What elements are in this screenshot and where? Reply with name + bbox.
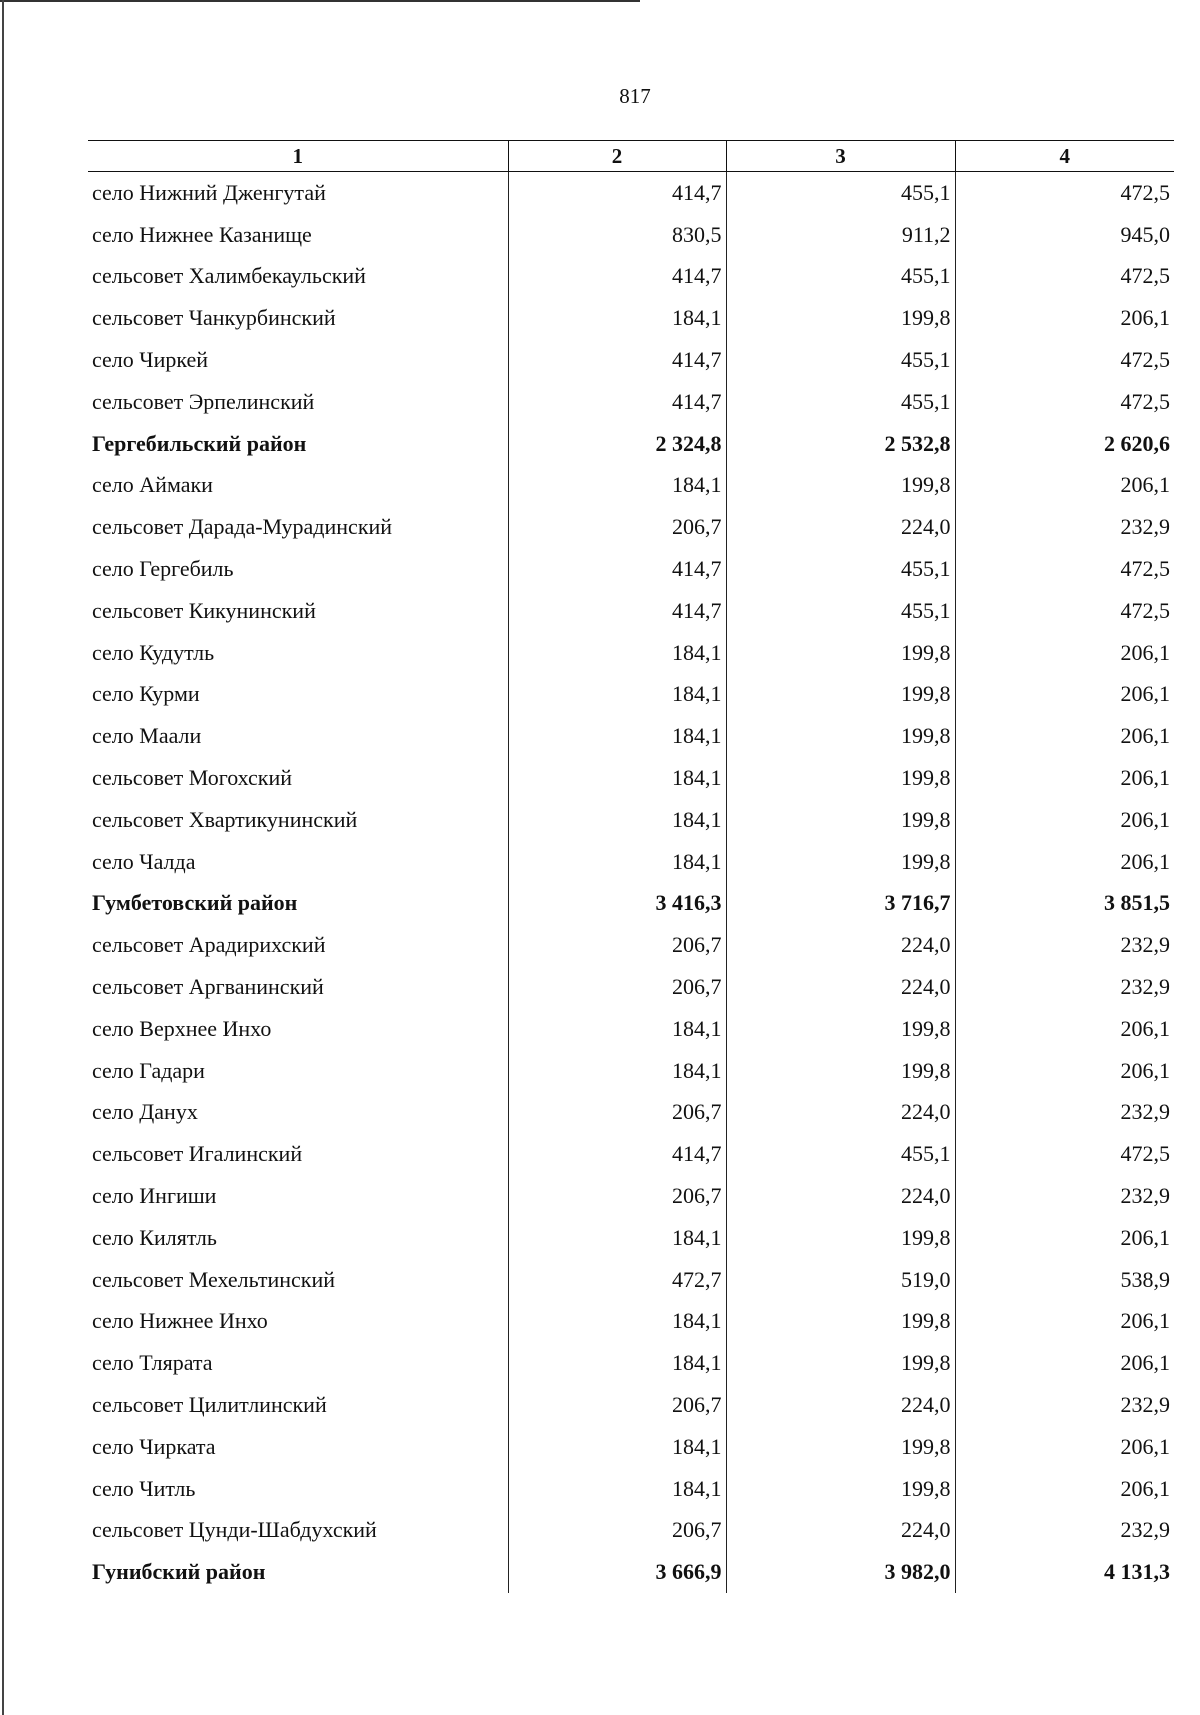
value-cell-col4: 206,1 xyxy=(1120,1433,1170,1459)
value-cell-col3: 199,8 xyxy=(726,841,955,883)
value-cell-col2: 206,7 xyxy=(508,966,726,1008)
value-cell-col4: 945,0 xyxy=(1120,221,1170,247)
value-cell-col4: 206,1 xyxy=(1120,1308,1170,1334)
row-name-cell: сельсовет Арадирихский xyxy=(88,924,508,966)
row-name-cell: село Аймаки xyxy=(88,465,508,507)
row-name-cell: сельсовет Кикунинский xyxy=(88,590,508,632)
value-cell-col4: 206,1 xyxy=(1120,848,1170,874)
value-cell-col4: 2 620,6 xyxy=(1104,430,1170,456)
table-row xyxy=(88,214,1174,256)
value-cell-col2: 414,7 xyxy=(508,381,726,423)
value-cell-col4: 472,5 xyxy=(1120,179,1170,205)
value-cell-col3: 199,8 xyxy=(726,297,955,339)
value-cell-col3: 199,8 xyxy=(726,715,955,757)
row-name-cell: село Курми xyxy=(88,674,508,716)
value-cell-col4: 472,5 xyxy=(1120,556,1170,582)
value-cell-col4: 232,9 xyxy=(1120,1517,1170,1543)
value-cell-col2: 184,1 xyxy=(508,632,726,674)
scan-edge-left xyxy=(2,0,4,1715)
value-cell-col3: 224,0 xyxy=(726,1384,955,1426)
value-cell-col2: 3 666,9 xyxy=(508,1551,726,1593)
table-row xyxy=(88,339,1174,381)
table-row xyxy=(88,1301,1174,1343)
row-name-cell: село Килятль xyxy=(88,1217,508,1259)
row-name-cell: сельсовет Мехельтинский xyxy=(88,1259,508,1301)
table-row xyxy=(88,297,1174,339)
row-name-cell: село Нижний Дженгутай xyxy=(88,172,508,214)
column-header-4: 4 xyxy=(955,141,1174,172)
value-cell-col3: 199,8 xyxy=(726,1301,955,1343)
value-cell-col3: 199,8 xyxy=(726,1468,955,1510)
row-name-cell: Гумбетовский район xyxy=(88,883,508,925)
value-cell-col4: 3 851,5 xyxy=(1104,890,1170,916)
value-cell-col4: 206,1 xyxy=(1120,723,1170,749)
value-cell-col4: 232,9 xyxy=(1120,1183,1170,1209)
table-row xyxy=(88,506,1174,548)
value-cell-col3: 199,8 xyxy=(726,757,955,799)
value-cell-col3: 455,1 xyxy=(726,590,955,632)
value-cell-col3: 455,1 xyxy=(726,548,955,590)
district-total-row xyxy=(88,1551,1174,1593)
column-header-2: 2 xyxy=(508,141,726,172)
value-cell-col2: 184,1 xyxy=(508,674,726,716)
table-row xyxy=(88,632,1174,674)
value-cell-col2: 414,7 xyxy=(508,1133,726,1175)
value-cell-col2: 414,7 xyxy=(508,339,726,381)
table-row xyxy=(88,1050,1174,1092)
value-cell-col3: 224,0 xyxy=(726,924,955,966)
value-cell-col2: 184,1 xyxy=(508,841,726,883)
value-cell-col4: 206,1 xyxy=(1120,639,1170,665)
row-name-cell: Гергебильский район xyxy=(88,423,508,465)
value-cell-col2: 414,7 xyxy=(508,172,726,214)
table-row xyxy=(88,799,1174,841)
value-cell-col2: 206,7 xyxy=(508,1510,726,1552)
value-cell-col3: 199,8 xyxy=(726,1342,955,1384)
row-name-cell: сельсовет Аргванинский xyxy=(88,966,508,1008)
row-name-cell: село Читль xyxy=(88,1468,508,1510)
value-cell-col4: 206,1 xyxy=(1120,1057,1170,1083)
page-number: 817 xyxy=(619,84,651,108)
value-cell-col3: 3 982,0 xyxy=(726,1551,955,1593)
column-header-3: 3 xyxy=(726,141,955,172)
value-cell-col4: 206,1 xyxy=(1120,1350,1170,1376)
row-name-cell: село Чирката xyxy=(88,1426,508,1468)
table-row xyxy=(88,1133,1174,1175)
table-row xyxy=(88,1008,1174,1050)
row-name-cell: село Гадари xyxy=(88,1050,508,1092)
value-cell-col3: 519,0 xyxy=(726,1259,955,1301)
value-cell-col4: 206,1 xyxy=(1120,1224,1170,1250)
table-row xyxy=(88,1426,1174,1468)
value-cell-col4: 472,5 xyxy=(1120,263,1170,289)
header-row xyxy=(88,141,1174,172)
row-name-cell: сельсовет Эрпелинский xyxy=(88,381,508,423)
table-row xyxy=(88,715,1174,757)
value-cell-col4: 232,9 xyxy=(1120,974,1170,1000)
value-cell-col4: 206,1 xyxy=(1120,305,1170,331)
value-cell-col2: 184,1 xyxy=(508,1050,726,1092)
value-cell-col2: 206,7 xyxy=(508,1175,726,1217)
value-cell-col4: 232,9 xyxy=(1120,514,1170,540)
value-cell-col2: 2 324,8 xyxy=(508,423,726,465)
value-cell-col3: 455,1 xyxy=(726,381,955,423)
row-name-cell: сельсовет Дарада-Мурадинский xyxy=(88,506,508,548)
value-cell-col2: 414,7 xyxy=(508,256,726,298)
value-cell-col2: 184,1 xyxy=(508,715,726,757)
value-cell-col3: 455,1 xyxy=(726,172,955,214)
value-cell-col3: 199,8 xyxy=(726,1217,955,1259)
data-table xyxy=(88,140,1174,1593)
row-name-cell: сельсовет Могохский xyxy=(88,757,508,799)
value-cell-col4: 538,9 xyxy=(1120,1266,1170,1292)
value-cell-col2: 184,1 xyxy=(508,297,726,339)
row-name-cell: сельсовет Цилитлинский xyxy=(88,1384,508,1426)
table-row xyxy=(88,1510,1174,1552)
value-cell-col2: 414,7 xyxy=(508,548,726,590)
value-cell-col3: 3 716,7 xyxy=(726,883,955,925)
column-header-1: 1 xyxy=(88,141,508,172)
value-cell-col4: 4 131,3 xyxy=(1104,1559,1170,1585)
value-cell-col3: 199,8 xyxy=(726,632,955,674)
table-row xyxy=(88,757,1174,799)
value-cell-col2: 830,5 xyxy=(508,214,726,256)
value-cell-col3: 455,1 xyxy=(726,1133,955,1175)
value-cell-col3: 199,8 xyxy=(726,674,955,716)
value-cell-col4: 206,1 xyxy=(1120,806,1170,832)
value-cell-col4: 472,5 xyxy=(1120,347,1170,373)
value-cell-col3: 224,0 xyxy=(726,506,955,548)
table-row xyxy=(88,841,1174,883)
value-cell-col2: 184,1 xyxy=(508,1301,726,1343)
table-row xyxy=(88,1217,1174,1259)
value-cell-col2: 184,1 xyxy=(508,1217,726,1259)
value-cell-col2: 206,7 xyxy=(508,924,726,966)
value-cell-col3: 199,8 xyxy=(726,1008,955,1050)
value-cell-col2: 184,1 xyxy=(508,1426,726,1468)
row-name-cell: село Маали xyxy=(88,715,508,757)
value-cell-col2: 184,1 xyxy=(508,799,726,841)
value-cell-col3: 455,1 xyxy=(726,256,955,298)
value-cell-col4: 232,9 xyxy=(1120,1392,1170,1417)
district-total-row xyxy=(88,883,1174,925)
value-cell-col3: 199,8 xyxy=(726,1050,955,1092)
row-name-cell: село Чиркей xyxy=(88,339,508,381)
row-name-cell: село Кудутль xyxy=(88,632,508,674)
value-cell-col2: 414,7 xyxy=(508,590,726,632)
table-row xyxy=(88,381,1174,423)
table-body xyxy=(88,172,1174,1594)
row-name-cell: сельсовет Халимбекаульский xyxy=(88,256,508,298)
row-name-cell: Гунибский район xyxy=(88,1551,508,1593)
table-row xyxy=(88,1092,1174,1134)
row-name-cell: село Верхнее Инхо xyxy=(88,1008,508,1050)
value-cell-col4: 472,5 xyxy=(1120,597,1170,623)
value-cell-col2: 184,1 xyxy=(508,1342,726,1384)
scan-edge-top xyxy=(0,0,640,2)
table-row xyxy=(88,548,1174,590)
row-name-cell: село Тлярата xyxy=(88,1342,508,1384)
value-cell-col2: 472,7 xyxy=(508,1259,726,1301)
value-cell-col2: 184,1 xyxy=(508,1468,726,1510)
value-cell-col4: 232,9 xyxy=(1120,1099,1170,1125)
value-cell-col4: 206,1 xyxy=(1120,765,1170,791)
table-row xyxy=(88,172,1174,214)
table-row xyxy=(88,1342,1174,1384)
value-cell-col2: 206,7 xyxy=(508,1384,726,1426)
value-cell-col2: 184,1 xyxy=(508,465,726,507)
value-cell-col3: 199,8 xyxy=(726,465,955,507)
value-cell-col4: 206,1 xyxy=(1120,681,1170,707)
table-row xyxy=(88,1468,1174,1510)
value-cell-col4: 206,1 xyxy=(1120,472,1170,498)
value-cell-col3: 199,8 xyxy=(726,799,955,841)
value-cell-col4: 206,1 xyxy=(1120,1475,1170,1501)
row-name-cell: сельсовет Цунди-Шабдухский xyxy=(88,1510,508,1552)
table-row xyxy=(88,674,1174,716)
value-cell-col3: 224,0 xyxy=(726,1175,955,1217)
row-name-cell: село Ингиши xyxy=(88,1175,508,1217)
table-row xyxy=(88,924,1174,966)
value-cell-col4: 472,5 xyxy=(1120,388,1170,414)
value-cell-col3: 199,8 xyxy=(726,1426,955,1468)
row-name-cell: сельсовет Чанкурбинский xyxy=(88,297,508,339)
value-cell-col4: 206,1 xyxy=(1120,1015,1170,1041)
table-row xyxy=(88,966,1174,1008)
value-cell-col2: 3 416,3 xyxy=(508,883,726,925)
value-cell-col2: 184,1 xyxy=(508,757,726,799)
value-cell-col2: 206,7 xyxy=(508,506,726,548)
table-row xyxy=(88,1175,1174,1217)
value-cell-col3: 224,0 xyxy=(726,966,955,1008)
table-row xyxy=(88,1259,1174,1301)
row-name-cell: сельсовет Хвартикунинский xyxy=(88,799,508,841)
row-name-cell: село Гергебиль xyxy=(88,548,508,590)
table-row xyxy=(88,256,1174,298)
table-header xyxy=(88,141,1174,172)
value-cell-col3: 2 532,8 xyxy=(726,423,955,465)
table-row xyxy=(88,465,1174,507)
value-cell-col3: 911,2 xyxy=(726,214,955,256)
value-cell-col2: 184,1 xyxy=(508,1008,726,1050)
table-row xyxy=(88,1384,1174,1426)
row-name-cell: сельсовет Игалинский xyxy=(88,1133,508,1175)
value-cell-col4: 232,9 xyxy=(1120,932,1170,958)
row-name-cell: село Чалда xyxy=(88,841,508,883)
value-cell-col3: 224,0 xyxy=(726,1510,955,1552)
district-total-row xyxy=(88,423,1174,465)
value-cell-col3: 224,0 xyxy=(726,1092,955,1134)
row-name-cell: село Нижнее Инхо xyxy=(88,1301,508,1343)
row-name-cell: село Нижнее Казанище xyxy=(88,214,508,256)
value-cell-col4: 472,5 xyxy=(1120,1141,1170,1167)
row-name-cell: село Данух xyxy=(88,1092,508,1134)
value-cell-col2: 206,7 xyxy=(508,1092,726,1134)
table-row xyxy=(88,590,1174,632)
value-cell-col3: 455,1 xyxy=(726,339,955,381)
